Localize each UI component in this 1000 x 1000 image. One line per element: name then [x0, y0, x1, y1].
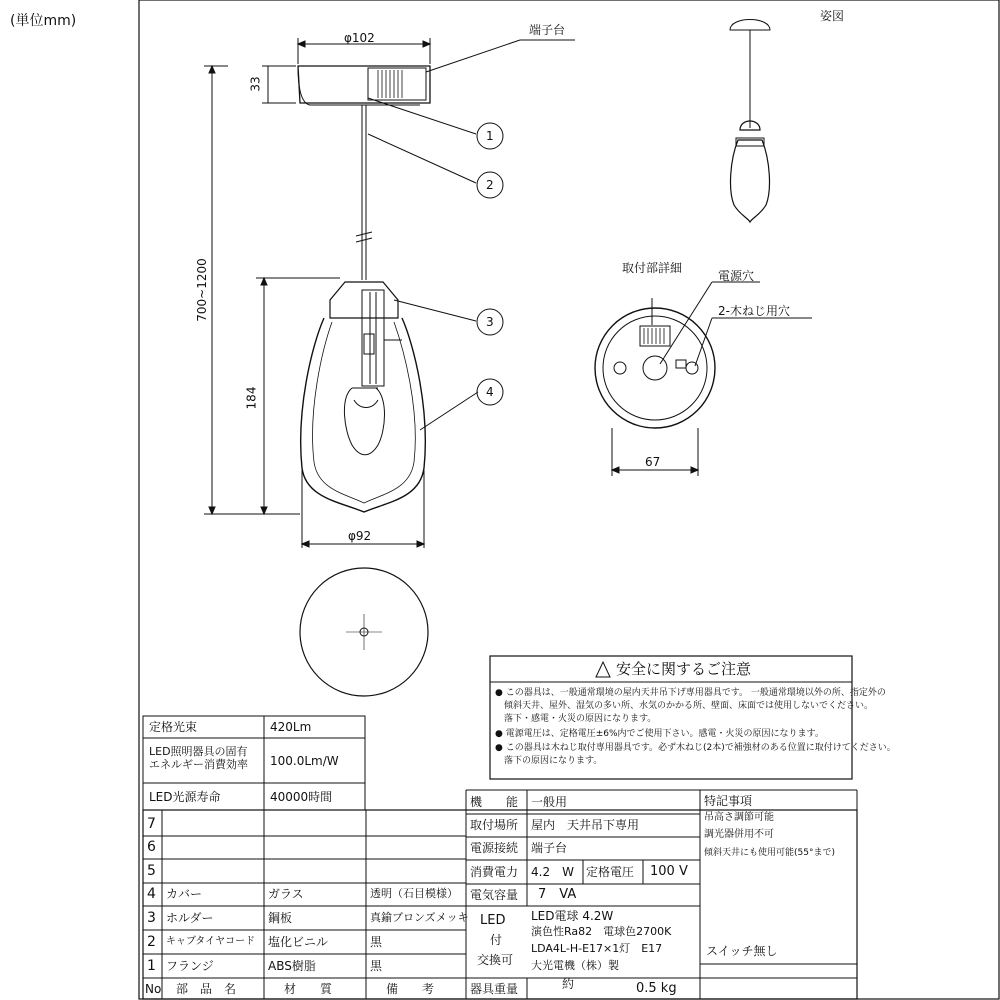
screw-hole-label: 2-木ねじ用穴 — [718, 304, 790, 318]
part-row-1-material: ABS樹脂 — [268, 959, 316, 973]
parts-header-no: No — [145, 982, 162, 996]
unit-label: (単位mm) — [10, 13, 77, 29]
spec-value-life: 40000時間 — [270, 790, 333, 804]
led-label-3: 交換可 — [477, 953, 514, 967]
view-label: 姿図 — [820, 9, 845, 23]
place-label: 取付場所 — [470, 818, 519, 832]
remark-line-2: 調光器併用不可 — [704, 829, 774, 840]
spec-label-efficiency: LED照明器具の固有 エネルギー消費効率 — [149, 745, 248, 772]
part-row-4-no: 4 — [147, 886, 156, 902]
safety-line-6: 落下の原因になります。 — [495, 756, 603, 766]
terminal-label: 端子台 — [529, 23, 566, 37]
part-row-3-remark: 真鍮ブロンズメッキ — [370, 911, 469, 924]
weight-label: 器具重量 — [470, 982, 519, 996]
power-hole-label: 電源穴 — [718, 269, 755, 283]
part-row-4-remark: 透明（石目模様） — [370, 887, 458, 900]
part-row-3-name: ホルダー — [166, 911, 214, 925]
safety-line-1: ● この器具は、一般通常環境の屋内天井吊下げ専用器具です。 一般通常環境以外の所、指定外の — [495, 688, 886, 698]
rated-voltage-value: 100 V — [650, 864, 688, 879]
dim-height-top: 33 — [248, 76, 263, 92]
callout-4: 4 — [486, 385, 494, 399]
safety-title: 安全に関するご注意 — [616, 660, 752, 678]
dim-width-bottom: φ92 — [348, 529, 372, 543]
callout-1: 1 — [486, 129, 494, 143]
led-label-1: LED — [480, 913, 506, 928]
power-conn-value: 端子台 — [531, 841, 568, 855]
part-row-2-remark: 黒 — [370, 935, 383, 949]
callout-2: 2 — [486, 178, 494, 192]
safety-line-3: 落下・感電・火災の原因になります。 — [495, 714, 657, 724]
mount-detail-title: 取付部詳細 — [622, 261, 683, 275]
callout-3: 3 — [486, 315, 494, 329]
bulb-line-4: 大光電機（株）製 — [531, 959, 619, 972]
part-row-2-no: 2 — [147, 934, 156, 950]
capacity-label: 電気容量 — [470, 888, 519, 902]
rated-voltage-label: 定格電圧 — [586, 865, 635, 879]
led-label-2: 付 — [490, 933, 503, 947]
part-row-4-material: ガラス — [268, 887, 304, 901]
spec-value-efficiency: 100.0Lm/W — [270, 754, 339, 768]
mount-dim: 67 — [645, 455, 661, 469]
dim-width-top: φ102 — [344, 31, 375, 45]
part-row-4-name: カバー — [166, 887, 203, 901]
part-row-3-no: 3 — [147, 910, 156, 926]
remarks-title: 特記事項 — [704, 794, 753, 808]
weight-value: 0.5 kg — [636, 981, 677, 996]
weight-approx: 約 — [562, 977, 575, 991]
part-row-1-name: フランジ — [166, 959, 214, 973]
consumption-value: 4.2 W — [531, 865, 574, 879]
safety-line-2: 傾斜天井、屋外、湿気の多い所、水気のかかる所、壁面、床面では使用しないでください。 — [495, 701, 874, 711]
parts-header-remark: 備 考 — [386, 982, 435, 996]
remark-line-1: 吊高さ調節可能 — [704, 812, 774, 823]
function-label: 機 能 — [470, 795, 519, 809]
bulb-line-1: LED電球 4.2W — [531, 909, 614, 923]
spec-value-flux: 420Lm — [270, 720, 312, 734]
bulb-line-3: LDA4L-H-E17×1灯 E17 — [531, 942, 663, 955]
safety-line-4: ● 電源電圧は、定格電圧±6%内でご使用下さい。感電・火災の原因になります。 — [495, 729, 824, 739]
remark-line-3: 傾斜天井にも使用可能(55°まで) — [704, 848, 835, 858]
part-row-7-no: 7 — [147, 816, 156, 832]
parts-header-name: 部 品 名 — [176, 982, 237, 996]
dim-length: 700~1200 — [194, 258, 209, 322]
part-row-1-no: 1 — [147, 958, 156, 974]
part-row-1-remark: 黒 — [370, 959, 383, 973]
part-row-2-name: キャブタイヤコード — [166, 936, 256, 947]
spec-label-life: LED光源寿命 — [149, 790, 221, 804]
part-row-5-no: 5 — [147, 863, 156, 879]
spec-label-flux: 定格光束 — [149, 720, 198, 734]
power-conn-label: 電源接続 — [470, 841, 519, 855]
dim-shade-height: 184 — [244, 386, 259, 410]
remark-switch: スイッチ無し — [706, 944, 778, 958]
bulb-line-2: 演色性Ra82 電球色2700K — [531, 925, 672, 938]
place-value: 屋内 天井吊下専用 — [531, 818, 640, 832]
part-row-6-no: 6 — [147, 839, 156, 855]
parts-header-material: 材 質 — [284, 982, 333, 996]
part-row-3-material: 鋼板 — [268, 911, 293, 925]
function-value: 一般用 — [531, 795, 568, 809]
capacity-value: 7 VA — [538, 887, 577, 902]
safety-line-5: ● この器具は木ねじ取付専用器具です。必ず木ねじ(2本)で補強材のある位置に取付けてください。 — [495, 743, 896, 753]
consumption-label: 消費電力 — [470, 865, 519, 879]
part-row-2-material: 塩化ビニル — [268, 935, 329, 949]
